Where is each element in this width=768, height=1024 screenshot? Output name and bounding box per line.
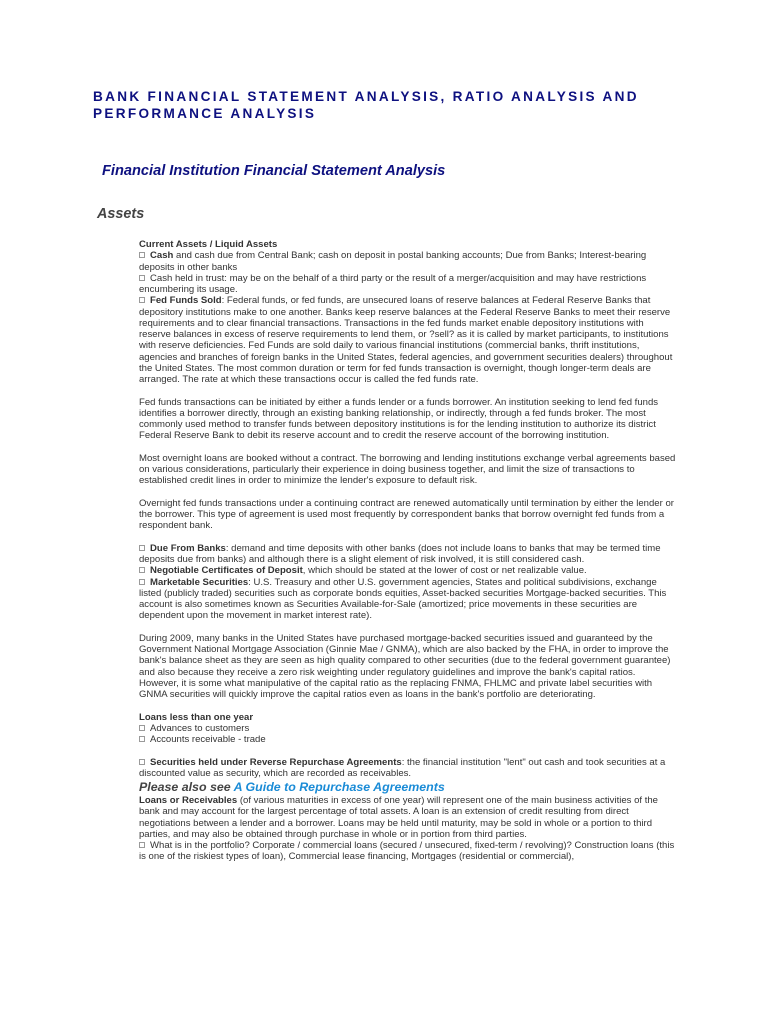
continuing-contract-paragraph: Overnight fed funds transactions under a continuing contract are renewed automatically until termination by either the lender or the borrower. This type of agreement is used most frequently by correspondent banks that borrow overnight fed funds from a respondent bank. <box>139 497 674 532</box>
marketable-securities-item <box>139 577 677 622</box>
marketable-text: : U.S. Treasury and other U.S. government agencies, States and political subdivisions, exchange listed (publicly traded) securities such as corporate bonds equities, Asset-backed securities Mortgage-backed securities. This account is also sometimes known as Securities Available-for-Sale (amortized; price movements in these securities are dependent upon the movement in market interest rate). <box>139 576 667 622</box>
cash-label: Cash <box>150 250 174 262</box>
page-title: BANK FINANCIAL STATEMENT ANALYSIS, RATIO ANALYSIS AND PERFORMANCE ANALYSIS <box>93 89 639 121</box>
reverse-repo-text: : the financial institution "lent" out cash and took securities at a discounted value as security, which are recorded as receivables. <box>139 756 666 779</box>
cash-trust-item <box>139 273 677 296</box>
fed-transactions-paragraph: Fed funds transactions can be initiated by either a funds lender or a funds borrower. An institution seeking to lend fed funds identifies a borrower directly, through an existing banking relationship, or indirectly, through a fed funds broker. The most commonly used method to transfer funds between depository institutions is for the lending institution to authorize its district Federal Reserve Bank to debit its reserve account and to credit the reserve account of the borrowing institution. <box>139 396 659 442</box>
due-from-banks-text: : demand and time deposits with other banks (does not include loans to banks that may be termed time deposits due from banks) and although there is a slight element of risk involved, it is still considered cash. <box>139 542 661 565</box>
ncd-label: Negotiable Certificates of Deposit <box>150 565 303 577</box>
loans-receivables-label: Loans or Receivables <box>139 795 238 806</box>
ncd-text: , which should be stated at the lower of cost or net realizable value. <box>302 565 587 577</box>
fed-funds-text: : Federal funds, or fed funds, are unsecured loans of reserve balances at Federal Reserve Banks that depository institutions make to one another. Banks keep reserve balances at the Federal Reserve Banks to meet their reserve requirements and to clear financial transactions. Transactions in the fed funds market enable depository institutions with reserve balances in excess of reserve requirements to lend them, or ?sell? as it is called by market participants, to institutions with reserve deficiencies. Fed Funds are sold daily to various financial institutions (commercial banks, thrift institutions, agencies and branches of foreign banks in the United States, federal agencies, and government securities dealers) throughout the United States. The most common duration or term for fed funds transaction is overnight, though longer-term deals are arranged. The rate at which these transactions occur is called the fed funds rate. <box>139 295 673 385</box>
loans-receivables-text: (of various maturities in excess of one year) will represent one of the main business activities of the bank and may account for the largest percentage of total assets. A loan is an extension of credit resulting from direct negotiations between a lender and a borrower. Loans may be held until maturity, may be sold in whole or a portion to third parties, and may also be obtained through purchase in whole or in portion from third parties. <box>139 795 658 840</box>
bullet-icon <box>139 545 145 551</box>
marketable-label: Marketable Securities <box>150 576 249 588</box>
bullet-icon <box>139 579 145 585</box>
see-also <box>139 779 677 795</box>
current-assets-heading: Current Assets / Liquid Assets <box>139 239 278 250</box>
list-item <box>139 723 677 734</box>
due-from-banks-label: Due From Banks <box>150 542 226 554</box>
bullet-icon <box>139 252 145 258</box>
cash-item <box>139 250 677 273</box>
bullet-icon <box>139 736 145 742</box>
repurchase-guide-link[interactable]: A Guide to Repurchase Agreements <box>233 780 445 794</box>
loans-less-heading: Loans less than one year <box>139 711 254 723</box>
loans-less-item: Accounts receivable - trade <box>150 734 266 745</box>
list-item <box>139 734 677 745</box>
assets-heading: Assets <box>97 206 145 222</box>
reverse-repo-label: Securities held under Reverse Repurchase Agreements <box>150 756 402 768</box>
ncd-item <box>139 565 677 576</box>
article-body <box>139 239 677 863</box>
cash-text: and cash due from Central Bank; cash on deposit in postal banking accounts; Due from Banks; Interest-bearing deposits in other banks <box>139 250 647 273</box>
bullet-icon <box>139 567 145 573</box>
section-title: Financial Institution Financial Statement Analysis <box>102 163 446 179</box>
due-from-banks-item <box>139 543 677 566</box>
bullet-icon <box>139 725 145 731</box>
portfolio-item <box>139 840 677 863</box>
loans-less-item: Advances to customers <box>150 722 250 734</box>
bullet-icon <box>139 842 145 848</box>
fed-funds-label: Fed Funds Sold <box>150 295 222 307</box>
cash-trust-text: Cash held in trust: may be on the behalf of a third party or the result of a merger/acquisition and may have restrictions encumbering its usage. <box>139 272 647 295</box>
fed-funds-item <box>139 295 677 385</box>
reverse-repo-item <box>139 757 677 780</box>
loans-receivables-paragraph <box>139 795 677 840</box>
bullet-icon <box>139 297 145 303</box>
bullet-icon <box>139 759 145 765</box>
portfolio-text: What is in the portfolio? Corporate / commercial loans (secured / unsecured, fixed-term / revolving)? Construction loans (this is one of the riskiest types of loan), Commercial lease financing, Mortgages (residential or commercial), <box>139 840 675 863</box>
overnight-paragraph: Most overnight loans are booked without a contract. The borrowing and lending institutions exchange verbal agreements based on various considerations, particularly their experience in doing business together, and limit the size of transactions to established credit lines in order to minimize the lender's exposure to default risk. <box>139 452 676 487</box>
see-also-prefix: Please also see <box>139 780 234 794</box>
mbs-2009-paragraph: During 2009, many banks in the United States have purchased mortgage-backed securities issued and guaranteed by the Government National Mortgage Association (Ginnie Mae / GNMA), which are also backed by the FHA, in order to improve the bank's balance sheet as they are seen as high quality compared to other securities (due to the federal government guarantee) and also because they receive a zero risk weighting under regulatory guidelines and improve the bank's capital ratios. However, it is some what manipulative of the capital ratio as the replacing FNMA, FHLMC and private label securities with GNMA securities will quickly improve the capital ratios even as loans in the bank's portfolio are deteriorating. <box>139 632 671 700</box>
bullet-icon <box>139 275 145 281</box>
